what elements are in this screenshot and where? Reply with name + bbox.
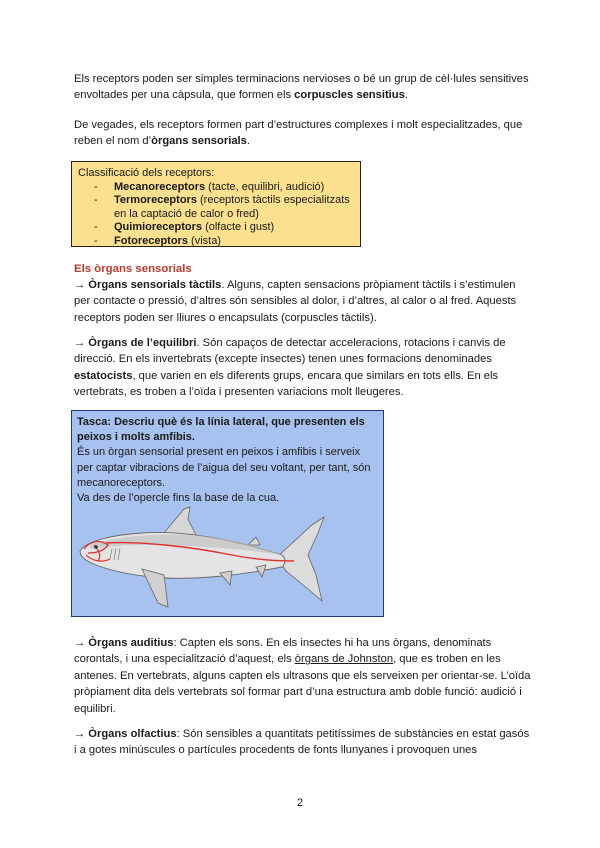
- list-item: - Termoreceptors (receptors tàctils especialitzats en la captació de calor o fred): [94, 194, 350, 220]
- list-item: - Mecanoreceptors (tacte, equilibri, audició): [94, 180, 325, 193]
- task-answer: És un òrgan sensorial present en peixos i amfibis i serveix per captar vibracions de l’aigua del seu voltant, per tant, són mecanoreceptors.: [77, 446, 371, 489]
- equilibri-paragraph: → Òrgans de l’equilibri. Són capaços de detectar acceleracions, rotacions i canvis de direcció. En els invertebrats (excepte insectes) tenen unes formacions denominades estatocists, que varien en els diferents grups, encara que similars en tots ells. En els vertebrats, es troben a l’oïda i presenten variacions molt lleugeres.: [74, 337, 506, 399]
- page-number: 2: [296, 797, 304, 809]
- classification-title: Classificació dels receptors:: [78, 167, 215, 179]
- intro-paragraph-2: De vegades, els receptors formen part d’estructures complexes i molt especialitzades, que reben el nom d’òrgans sensorials.: [74, 119, 523, 148]
- classification-list: [78, 181, 354, 249]
- task-question: Tasca: Descriu què és la línia lateral, que presenten els peixos i molts amfibis.: [77, 416, 365, 444]
- intro-paragraph-1: Els receptors poden ser simples terminacions nervioses o bé un grup de cèl·lules sensitives envoltades per una càpsula, que formen els corpuscles sensitius.: [74, 73, 529, 102]
- tactils-paragraph: → Òrgans sensorials tàctils. Alguns, capten sensacions pròpiament tàctils i s’estimulen per contacte o pressió, d’altres són sensibles al dolor, i d’altres, al calor o al fred. Aquests receptors poden ser lliures o encapsulats (corpuscles tàctils).: [74, 279, 517, 324]
- task-box: [71, 410, 384, 617]
- classification-box: [71, 161, 361, 247]
- auditius-paragraph: → Òrgans auditius: Capten els sons. En els insectes hi ha uns òrgans, denominats corontals, i una especialització d’aquest, els òrgans de Johnston, que es troben en les antenes. En vertebrats, alguns capten els ultrasons que els serveixen per orientar-se. L’oïda pròpiament dita dels vertebrats sol formar part d’una estructura amb doble funció: audició i equilibri.: [74, 637, 531, 715]
- section-heading: Els òrgans sensorials: [74, 263, 192, 275]
- task-answer-2: Va des de l’opercle fins la base de la cua.: [77, 492, 280, 505]
- list-item: - Quimioreceptors (olfacte i gust): [94, 221, 275, 234]
- shark-illustration: [72, 505, 383, 617]
- list-item: - Fotoreceptors (vista): [94, 234, 221, 247]
- olfactius-paragraph: → Òrgans olfactius: Són sensibles a quantitats petitíssimes de substàncies en estat gasós i a gotes minúscules o partícules procedents de fonts llunyanes i provoquen unes: [74, 728, 530, 757]
